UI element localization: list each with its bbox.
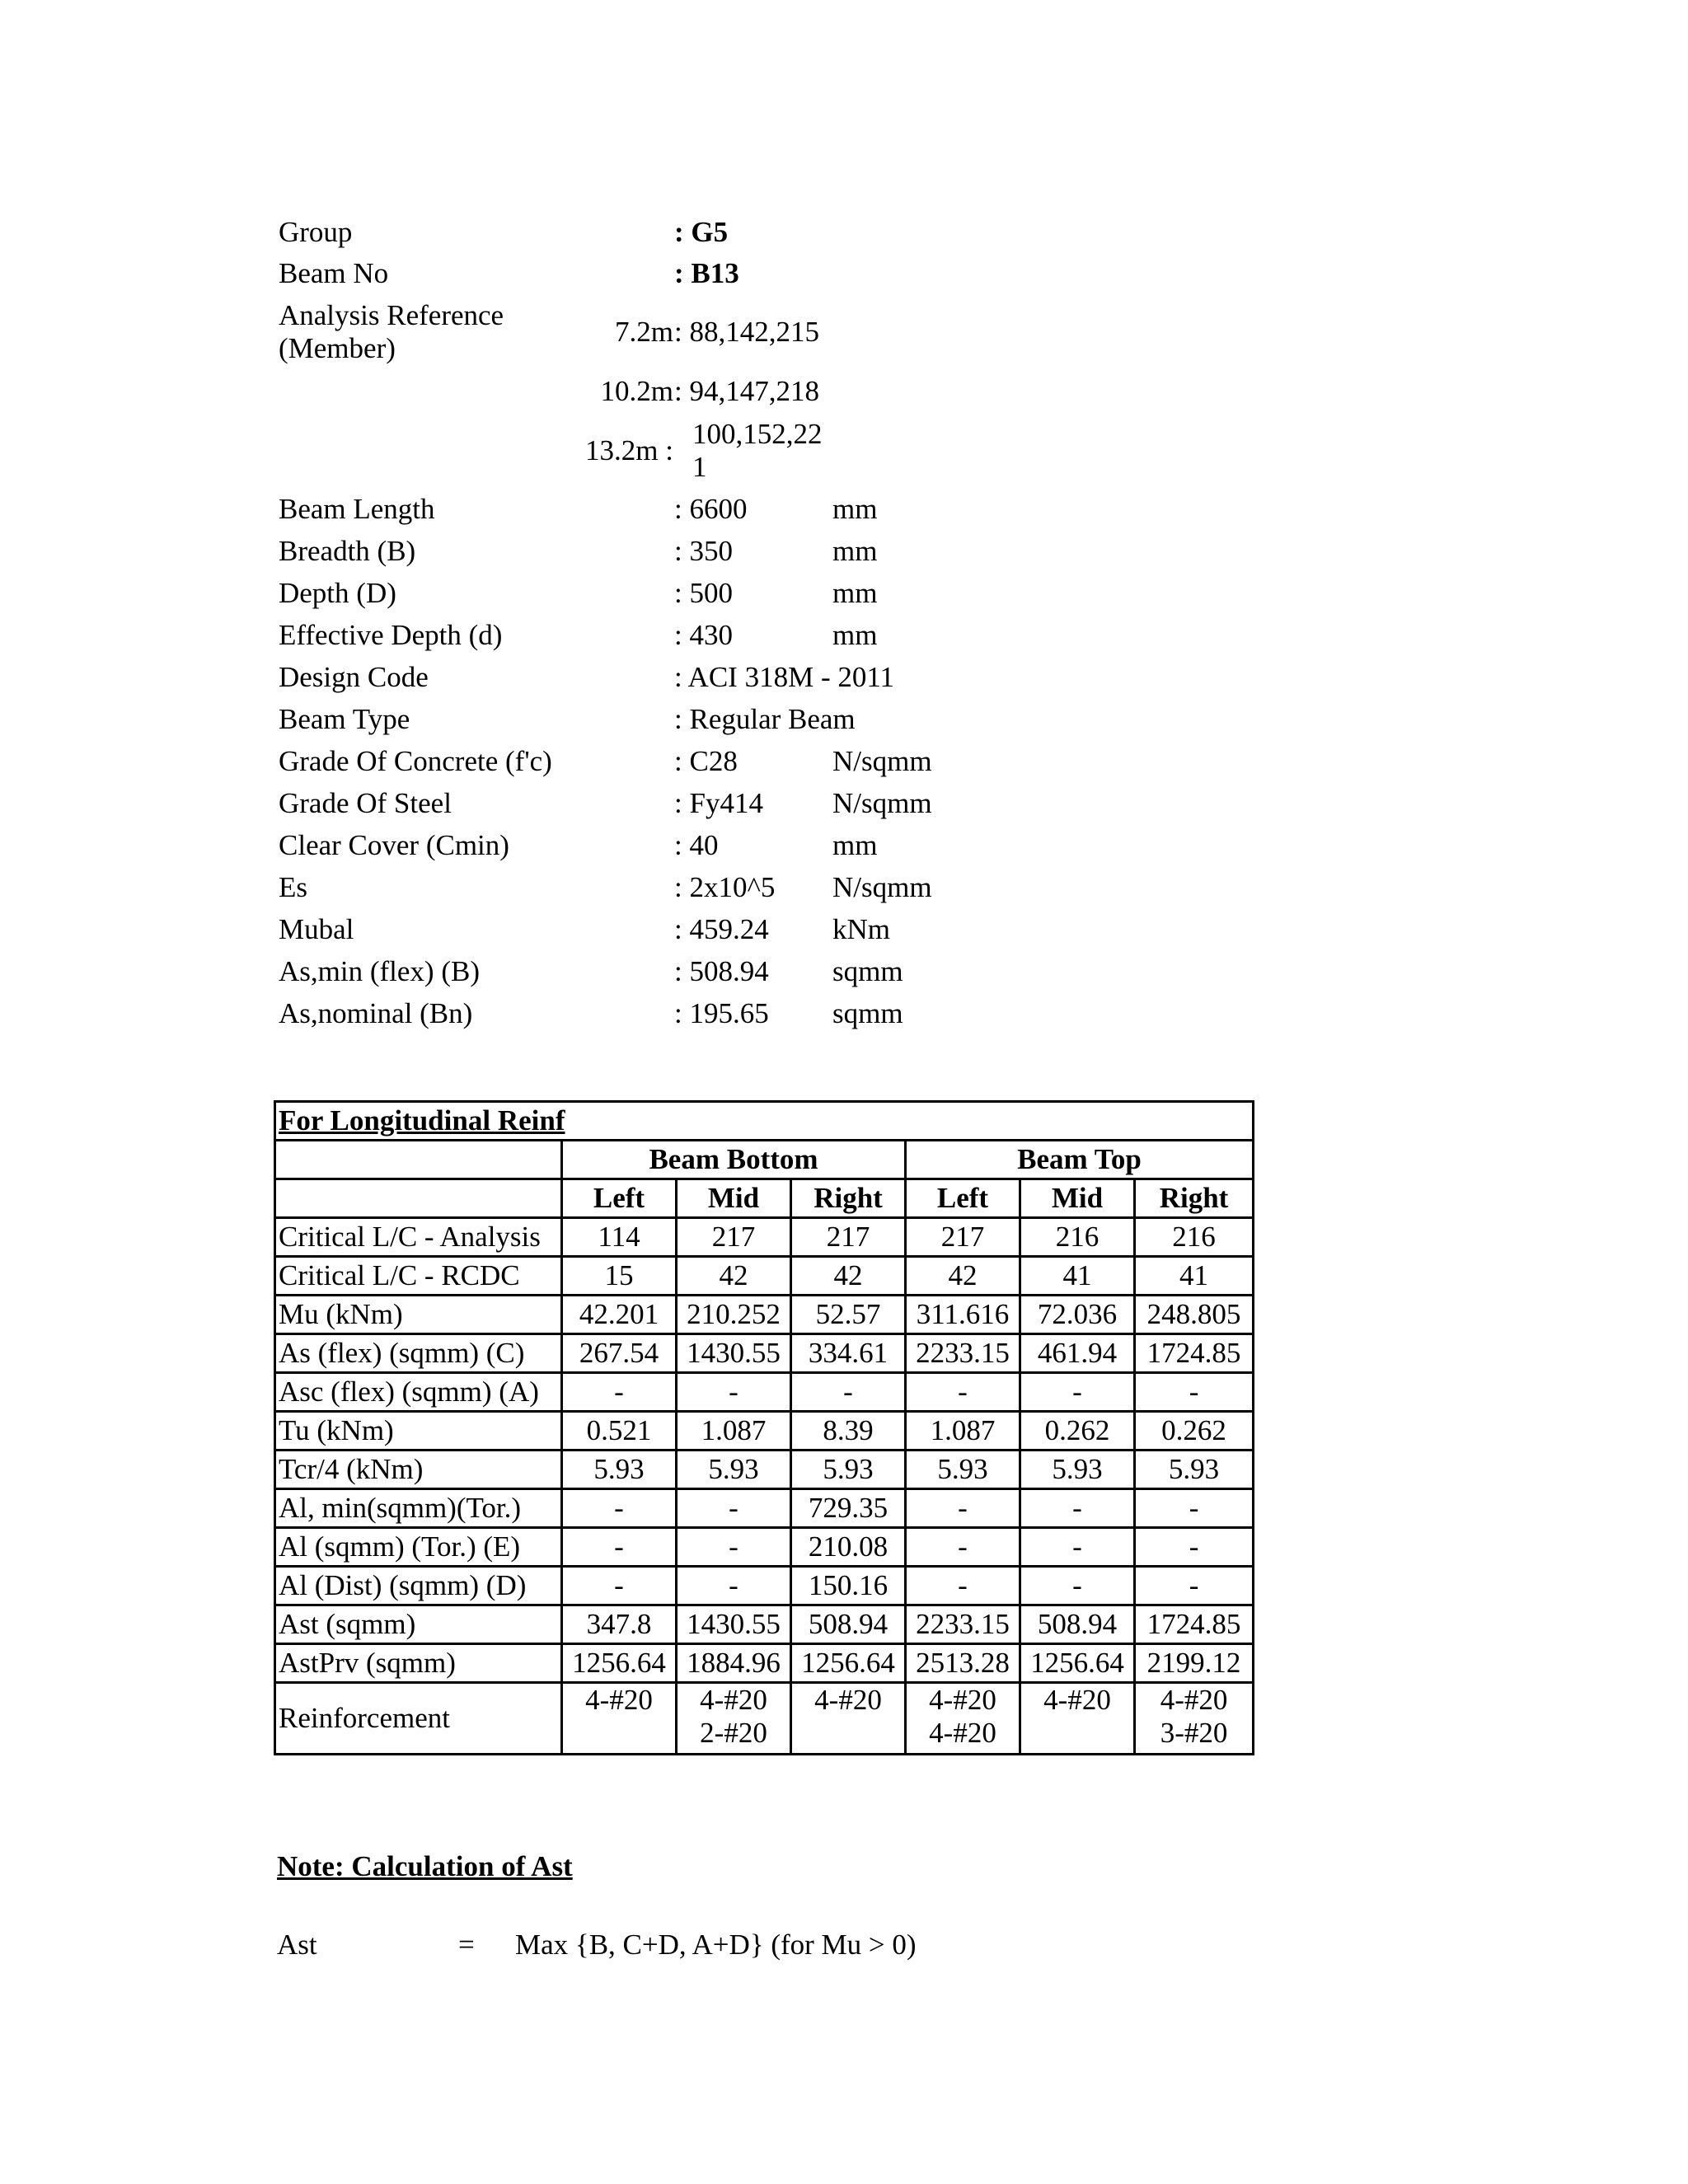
group-label: Group	[279, 216, 353, 248]
reinforcement-line: 4-#20	[814, 1684, 882, 1716]
table-cell: 5.93	[906, 1451, 1020, 1489]
table-row	[275, 1334, 1254, 1373]
table-row	[275, 1451, 1254, 1489]
table-cell: 52.57	[791, 1296, 906, 1334]
reinforcement-line: 2-#20	[700, 1717, 767, 1749]
analysis-ref-label-line2: (Member)	[279, 332, 396, 364]
table-cell: 216	[1135, 1218, 1254, 1257]
table-row	[275, 1296, 1254, 1334]
analysis-ref-value-line1: 100,152,22	[692, 418, 823, 450]
table-column-header-row	[275, 1179, 1254, 1218]
table-cell: 150.16	[791, 1567, 906, 1605]
row-label: Al, min(sqmm)(Tor.)	[275, 1489, 562, 1528]
property-unit: N/sqmm	[832, 871, 932, 903]
property-value: : 350	[674, 535, 733, 567]
property-value: : 2x10^5	[674, 871, 776, 903]
property-unit: N/sqmm	[832, 745, 932, 777]
column-header: Mid	[1020, 1179, 1135, 1218]
row-label: Tu (kNm)	[275, 1412, 562, 1451]
formula-equals: =	[458, 1929, 475, 1961]
property-label: Es	[279, 871, 307, 903]
table-cell: 217	[906, 1218, 1020, 1257]
table-cell: -	[677, 1528, 791, 1567]
table-cell: -	[562, 1528, 677, 1567]
analysis-ref-value-line2: 1	[692, 451, 707, 483]
table-cell: 2199.12	[1135, 1644, 1254, 1683]
table-row	[275, 1218, 1254, 1257]
table-row	[275, 1257, 1254, 1296]
property-unit: kNm	[832, 913, 890, 945]
analysis-ref-label-line1: Analysis Reference	[279, 299, 504, 331]
table-cell: -	[906, 1567, 1020, 1605]
table-title-row	[275, 1102, 1254, 1141]
table-cell: 311.616	[906, 1296, 1020, 1334]
property-value: : ACI 318M - 2011	[674, 661, 895, 693]
reinforcement-cell	[1020, 1683, 1135, 1755]
reinforcement-cell	[906, 1683, 1020, 1755]
table-cell: 0.521	[562, 1412, 677, 1451]
property-unit: sqmm	[832, 997, 903, 1029]
reinforcement-line: 4-#20	[929, 1684, 996, 1716]
property-label: Design Code	[279, 661, 429, 693]
property-unit: mm	[832, 535, 878, 567]
table-cell: 1884.96	[677, 1644, 791, 1683]
property-label: As,min (flex) (B)	[279, 955, 480, 987]
table-cell: 1430.55	[677, 1605, 791, 1644]
table-row	[275, 1644, 1254, 1683]
table-cell: -	[1135, 1373, 1254, 1412]
table-cell: -	[1020, 1567, 1135, 1605]
property-unit: N/sqmm	[832, 787, 932, 819]
beam-no-label: Beam No	[279, 257, 389, 289]
table-cell: 8.39	[791, 1412, 906, 1451]
table-cell: 2233.15	[906, 1605, 1020, 1644]
table-cell: 729.35	[791, 1489, 906, 1528]
table-cell: 42.201	[562, 1296, 677, 1334]
table-row	[275, 1605, 1254, 1644]
property-label: Mubal	[279, 913, 354, 945]
table-cell: 1256.64	[562, 1644, 677, 1683]
reinforcement-line	[795, 1717, 901, 1750]
property-label: Grade Of Steel	[279, 787, 452, 819]
property-value: : 430	[674, 619, 733, 651]
table-cell: 1256.64	[1020, 1644, 1135, 1683]
row-label: Mu (kNm)	[275, 1296, 562, 1334]
column-header: Left	[906, 1179, 1020, 1218]
table-cell: 0.262	[1135, 1412, 1254, 1451]
property-value: : 459.24	[674, 913, 769, 945]
beam-no-value: : B13	[674, 257, 739, 289]
table-cell: -	[1020, 1489, 1135, 1528]
row-label: Critical L/C - Analysis	[275, 1218, 562, 1257]
table-cell: 217	[791, 1218, 906, 1257]
reinforcement-cell	[791, 1683, 906, 1755]
table-cell: 41	[1020, 1257, 1135, 1296]
row-label: Critical L/C - RCDC	[275, 1257, 562, 1296]
group-header-beam-bottom: Beam Bottom	[562, 1141, 906, 1179]
property-value: : 500	[674, 577, 733, 609]
table-cell: -	[562, 1373, 677, 1412]
table-cell: 5.93	[791, 1451, 906, 1489]
table-cell: 508.94	[1020, 1605, 1135, 1644]
table-cell: 5.93	[677, 1451, 791, 1489]
property-label: Grade Of Concrete (f'c)	[279, 745, 552, 777]
property-label: Clear Cover (Cmin)	[279, 829, 509, 861]
empty-header-cell	[275, 1141, 562, 1179]
table-cell: 1430.55	[677, 1334, 791, 1373]
table-group-header-row	[275, 1141, 1254, 1179]
row-label: As (flex) (sqmm) (C)	[275, 1334, 562, 1373]
table-cell: 0.262	[1020, 1412, 1135, 1451]
table-cell: 114	[562, 1218, 677, 1257]
table-cell: 5.93	[1135, 1451, 1254, 1489]
row-label: Al (Dist) (sqmm) (D)	[275, 1567, 562, 1605]
property-value: : 508.94	[674, 955, 769, 987]
column-header: Left	[562, 1179, 677, 1218]
table-cell: -	[1020, 1528, 1135, 1567]
table-cell: 42	[791, 1257, 906, 1296]
table-cell: 1256.64	[791, 1644, 906, 1683]
property-unit: sqmm	[832, 955, 903, 987]
property-value: : Fy414	[674, 787, 763, 819]
table-cell: -	[562, 1567, 677, 1605]
reinforcement-cell	[562, 1683, 677, 1755]
table-cell: 347.8	[562, 1605, 677, 1644]
reinforcement-line	[1025, 1717, 1130, 1750]
table-cell: -	[791, 1373, 906, 1412]
analysis-ref-value: : 94,147,218	[674, 375, 819, 407]
property-unit: mm	[832, 829, 878, 861]
property-unit: mm	[832, 577, 878, 609]
group-header-beam-top: Beam Top	[906, 1141, 1254, 1179]
row-label: Ast (sqmm)	[275, 1605, 562, 1644]
table-cell: -	[1135, 1528, 1254, 1567]
table-cell: 267.54	[562, 1334, 677, 1373]
property-unit: mm	[832, 493, 878, 525]
table-cell: -	[906, 1373, 1020, 1412]
table-cell: 210.08	[791, 1528, 906, 1567]
table-row	[275, 1412, 1254, 1451]
property-label: As,nominal (Bn)	[279, 997, 473, 1029]
analysis-ref-length: 10.2m	[600, 375, 673, 407]
table-cell: -	[1135, 1489, 1254, 1528]
table-cell: 72.036	[1020, 1296, 1135, 1334]
table-cell: 42	[677, 1257, 791, 1296]
table-cell: -	[906, 1528, 1020, 1567]
row-label: Reinforcement	[275, 1683, 562, 1755]
table-title: For Longitudinal Reinf	[275, 1102, 1254, 1141]
table-cell: 41	[1135, 1257, 1254, 1296]
table-cell: -	[906, 1489, 1020, 1528]
reinforcement-cell	[677, 1683, 791, 1755]
reinforcement-line	[566, 1717, 672, 1750]
table-cell: 248.805	[1135, 1296, 1254, 1334]
table-cell: 5.93	[1020, 1451, 1135, 1489]
table-cell: 216	[1020, 1218, 1135, 1257]
table-row	[275, 1567, 1254, 1605]
analysis-ref-value: : 88,142,215	[674, 316, 819, 348]
table-cell: 2233.15	[906, 1334, 1020, 1373]
reinforcement-cell	[1135, 1683, 1254, 1755]
property-value: : 195.65	[674, 997, 769, 1029]
property-label: Depth (D)	[279, 577, 396, 609]
empty-header-cell	[275, 1179, 562, 1218]
row-label: Al (sqmm) (Tor.) (E)	[275, 1528, 562, 1567]
table-row-reinforcement	[275, 1683, 1254, 1755]
table-cell: 210.252	[677, 1296, 791, 1334]
table-cell: 1.087	[677, 1412, 791, 1451]
longitudinal-reinf-table	[274, 1100, 1254, 1755]
reinforcement-line: 4-#20	[929, 1717, 996, 1749]
formula-label: Ast	[277, 1929, 317, 1961]
table-cell: 42	[906, 1257, 1020, 1296]
table-cell: 217	[677, 1218, 791, 1257]
table-row	[275, 1373, 1254, 1412]
table-cell: -	[677, 1567, 791, 1605]
table-cell: 334.61	[791, 1334, 906, 1373]
table-row	[275, 1489, 1254, 1528]
column-header: Right	[1135, 1179, 1254, 1218]
property-value: : 40	[674, 829, 719, 861]
reinforcement-line: 4-#20	[1043, 1684, 1111, 1716]
column-header: Right	[791, 1179, 906, 1218]
table-cell: -	[1135, 1567, 1254, 1605]
table-cell: -	[677, 1373, 791, 1412]
column-header: Mid	[677, 1179, 791, 1218]
row-label: Tcr/4 (kNm)	[275, 1451, 562, 1489]
property-label: Beam Type	[279, 703, 410, 735]
note-title: Note: Calculation of Ast	[277, 1850, 573, 1882]
table-row	[275, 1528, 1254, 1567]
property-unit: mm	[832, 619, 878, 651]
analysis-ref-length: 13.2m :	[585, 434, 673, 466]
table-cell: 1724.85	[1135, 1334, 1254, 1373]
table-cell: 1724.85	[1135, 1605, 1254, 1644]
table-cell: 461.94	[1020, 1334, 1135, 1373]
table-cell: 2513.28	[906, 1644, 1020, 1683]
property-value: : 6600	[674, 493, 748, 525]
table-cell: 15	[562, 1257, 677, 1296]
property-value: : C28	[674, 745, 738, 777]
table-cell: -	[1020, 1373, 1135, 1412]
reinforcement-line: 4-#20	[585, 1684, 653, 1716]
table-cell: 508.94	[791, 1605, 906, 1644]
property-label: Effective Depth (d)	[279, 619, 503, 651]
formula-expression: Max {B, C+D, A+D} (for Mu > 0)	[515, 1929, 917, 1961]
reinforcement-line: 4-#20	[1160, 1684, 1228, 1716]
table-cell: -	[562, 1489, 677, 1528]
reinforcement-line: 3-#20	[1160, 1717, 1228, 1749]
row-label: Asc (flex) (sqmm) (A)	[275, 1373, 562, 1412]
row-label: AstPrv (sqmm)	[275, 1644, 562, 1683]
property-label: Breadth (B)	[279, 535, 416, 567]
analysis-ref-length: 7.2m	[615, 316, 673, 348]
table-cell: -	[677, 1489, 791, 1528]
property-value: : Regular Beam	[674, 703, 856, 735]
group-value: : G5	[674, 216, 729, 248]
reinforcement-line: 4-#20	[700, 1684, 767, 1716]
table-cell: 1.087	[906, 1412, 1020, 1451]
table-cell: 5.93	[562, 1451, 677, 1489]
property-label: Beam Length	[279, 493, 435, 525]
